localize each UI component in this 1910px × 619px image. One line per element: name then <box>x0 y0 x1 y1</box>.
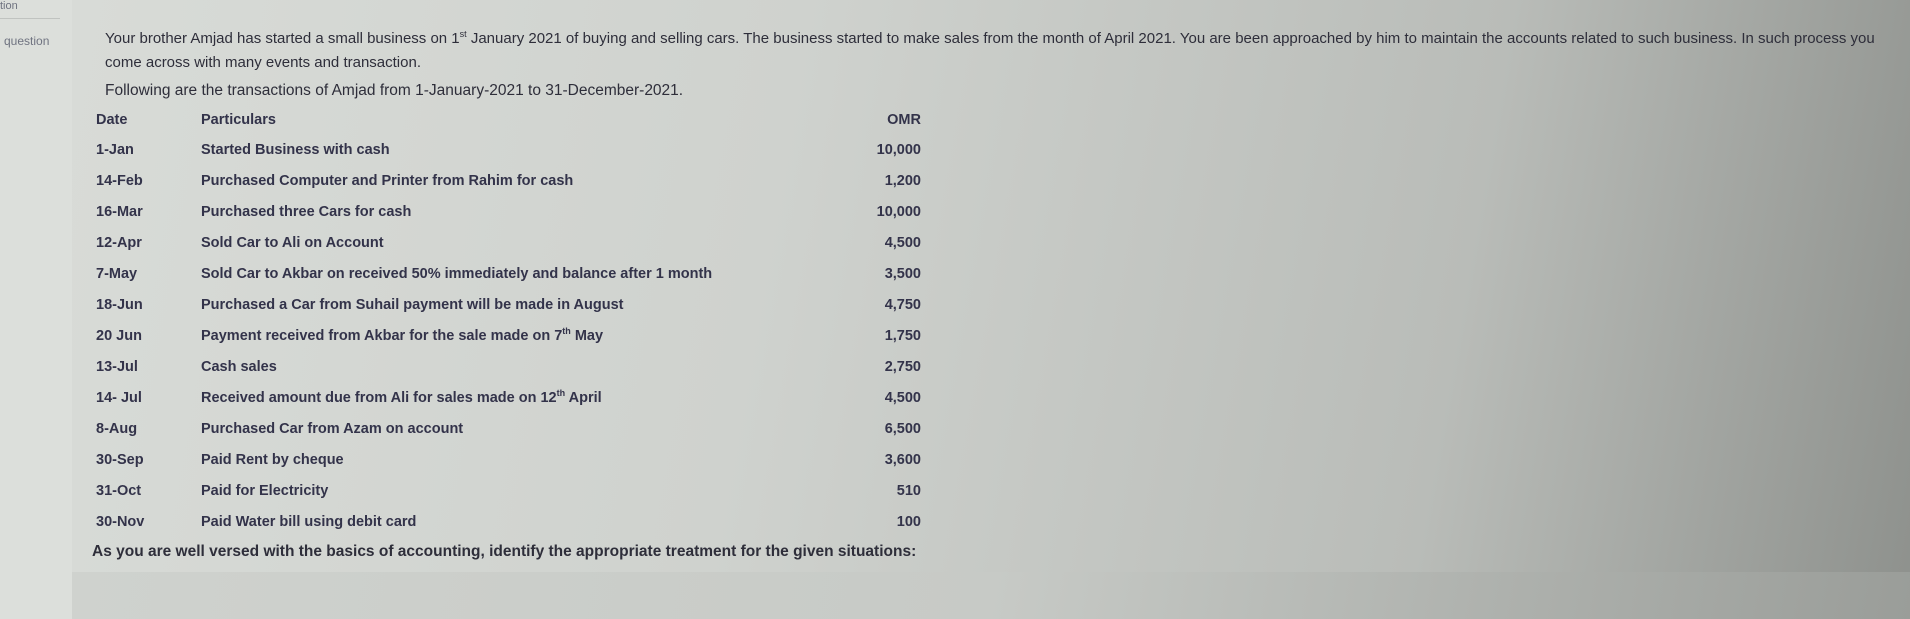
row-particulars: Purchased a Car from Suhail payment will be made in August <box>201 296 624 313</box>
row-particulars: Paid for Electricity <box>201 482 329 499</box>
row-particulars: Paid Water bill using debit card <box>201 513 417 530</box>
row-date: 8-Aug <box>96 420 138 437</box>
question-intro: Your brother Amjad has started a small business on 1st January 2021 of buying and selling cars. The business started to make sales from the month of April 2021. You are been approached by him to maintain the accounts related to such business. In such process you come across with many events and transaction. <box>105 29 1875 71</box>
row-particulars: Received amount due from Ali for sales made on 12th April <box>201 387 602 406</box>
table-row <box>96 196 921 227</box>
amount-header: OMR <box>887 112 921 128</box>
table-row <box>96 382 921 413</box>
row-particulars: Sold Car to Ali on Account <box>201 234 384 251</box>
row-amount: 4,750 <box>884 296 921 313</box>
row-amount: 3,600 <box>884 451 921 468</box>
date-header: Date <box>96 112 128 128</box>
row-amount: 100 <box>896 513 921 530</box>
row-particulars: Started Business with cash <box>201 141 390 158</box>
transactions-table <box>96 106 921 537</box>
row-amount: 1,750 <box>884 327 921 344</box>
section-label: tion <box>0 0 18 12</box>
table-row <box>96 165 921 196</box>
transactions-caption: Following are the transactions of Amjad from 1-January-2021 to 31-December-2021. <box>105 82 684 99</box>
table-row <box>96 351 921 382</box>
table-row <box>96 413 921 444</box>
row-date: 20 Jun <box>96 327 142 344</box>
row-date: 7-May <box>96 265 138 282</box>
left-margin <box>0 0 72 619</box>
row-amount: 6,500 <box>884 420 921 437</box>
particulars-header: Particulars <box>201 112 276 128</box>
row-date: 14-Feb <box>96 172 143 189</box>
divider <box>0 18 60 19</box>
row-amount: 2,750 <box>884 358 921 375</box>
table-header-row <box>96 106 921 134</box>
row-date: 30-Nov <box>96 513 145 530</box>
table-row <box>96 227 921 258</box>
question-label: question <box>4 34 50 48</box>
row-amount: 10,000 <box>876 203 921 220</box>
row-date: 1-Jan <box>96 141 134 158</box>
row-amount: 4,500 <box>884 234 921 251</box>
answer-area <box>72 572 1910 619</box>
row-date: 18-Jun <box>96 296 143 313</box>
table-row <box>96 289 921 320</box>
row-amount: 510 <box>896 482 921 499</box>
row-amount: 4,500 <box>884 389 921 406</box>
row-amount: 1,200 <box>884 172 921 189</box>
question-instruction: As you are well versed with the basics of accounting, identify the appropriate treatment for the given situations: <box>92 543 917 560</box>
row-particulars: Purchased Computer and Printer from Rahim for cash <box>201 172 574 189</box>
row-date: 12-Apr <box>96 234 142 251</box>
table-row <box>96 258 921 289</box>
table-row <box>96 134 921 165</box>
row-particulars: Paid Rent by cheque <box>201 451 344 468</box>
row-date: 13-Jul <box>96 358 138 375</box>
row-particulars: Purchased three Cars for cash <box>201 203 412 220</box>
row-particulars: Cash sales <box>201 358 277 375</box>
row-amount: 10,000 <box>876 141 921 158</box>
row-particulars: Purchased Car from Azam on account <box>201 420 464 437</box>
table-row <box>96 444 921 475</box>
row-particulars: Payment received from Akbar for the sale made on 7th May <box>201 325 604 344</box>
row-date: 30-Sep <box>96 451 144 468</box>
row-amount: 3,500 <box>884 265 921 282</box>
row-date: 14- Jul <box>96 389 142 406</box>
row-particulars: Sold Car to Akbar on received 50% immediately and balance after 1 month <box>201 265 713 282</box>
table-row <box>96 475 921 506</box>
row-date: 16-Mar <box>96 203 143 220</box>
table-row <box>96 506 921 537</box>
table-row <box>96 320 921 351</box>
row-date: 31-Oct <box>96 482 142 499</box>
